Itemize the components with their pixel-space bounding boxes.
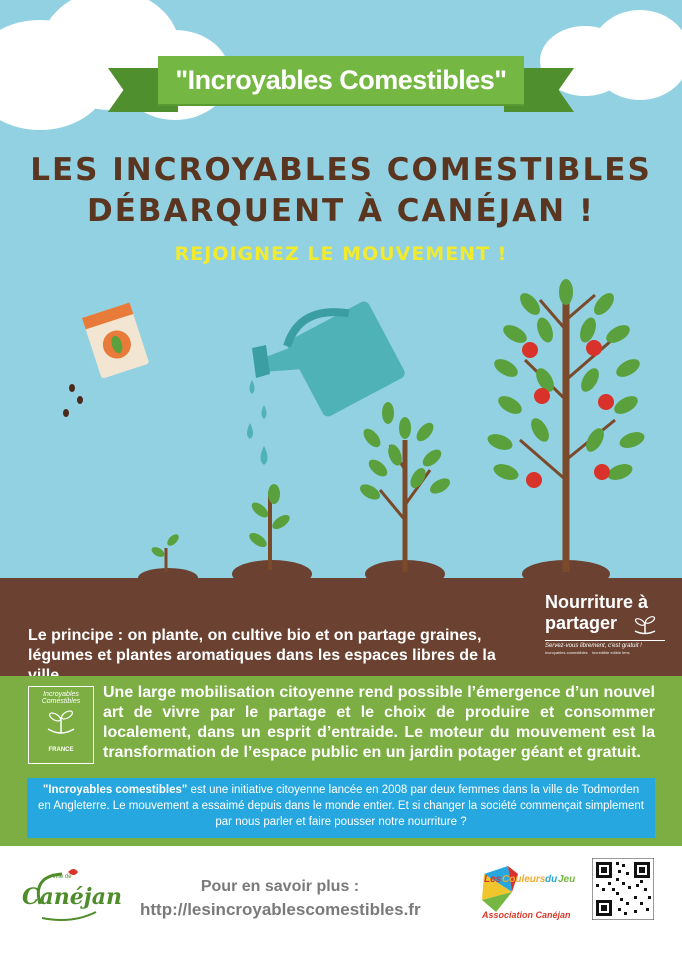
principle-line1: Le principe : on plante, on cultive bio et on partage graines, — [28, 627, 482, 644]
lcdj-association: Association Canéjan — [482, 910, 571, 920]
canejan-logo: Canéjan — [22, 884, 122, 910]
lcdj-word-du: du — [545, 874, 558, 885]
nourriture-a-partager-logo — [545, 592, 665, 655]
young-plant-icon — [247, 484, 292, 570]
nap-title-line2: partager — [545, 613, 618, 633]
incroyables-comestibles-france-badge — [28, 686, 94, 764]
water-drops — [247, 380, 268, 465]
seed-packet-icon — [82, 303, 149, 379]
title-banner — [108, 54, 574, 116]
sprout-icon — [150, 532, 181, 572]
nap-small-row — [545, 650, 665, 655]
qr-code[interactable] — [592, 858, 654, 920]
lcdj-word-couleurs: Couleurs — [502, 874, 546, 885]
lcdj-word-les: Les — [484, 874, 502, 885]
badge-top-text: Incroyables Comestibles — [41, 691, 81, 705]
more-info — [140, 878, 420, 920]
tagline: REJOIGNEZ LE MOUVEMENT ! — [174, 243, 508, 265]
more-label: Pour en savoir plus : — [200, 878, 360, 895]
principle-line2: légumes et plantes aromatiques dans les espaces libres de la — [28, 647, 496, 664]
nap-title-line1: Nourriture à — [545, 592, 649, 612]
mobilisation-text: Une large mobilisation citoyenne rend possible l’émergence d’un nouvel art de vivre par le partage et le choix de produire et consommer localement, dans un esprit d’entraide. Le moteur du mouvement est la transformation de l’espace public en un jardin potager géant et gratuit. — [103, 684, 655, 761]
badge-bottom-text: FRANCE — [48, 747, 74, 753]
headline-line2: DÉBARQUENT À CANÉJAN ! — [86, 193, 596, 229]
seed-drops — [63, 384, 83, 417]
sprout-hands-icon — [44, 707, 78, 737]
watering-can-icon — [252, 299, 407, 418]
apple-tree-icon — [485, 279, 646, 572]
nap-small-left: Incroyables comestibles — [545, 650, 588, 655]
lcdj-word-jeu: Jeu — [558, 874, 576, 885]
info-bold: "Incroyables comestibles" — [42, 784, 188, 796]
nap-small-right: incredible edible lens — [592, 650, 630, 655]
small-tree-icon — [357, 402, 452, 572]
canejan-small-label: Ville de — [52, 874, 72, 880]
banner-title: "Incroyables Comestibles" — [175, 64, 507, 95]
nap-subtitle: Servez-vous librement, c'est gratuit ! — [545, 640, 665, 649]
ribbon-main — [158, 56, 524, 104]
info-box — [27, 778, 655, 838]
headline-line1: LES INCROYABLES COMESTIBLES — [30, 152, 652, 188]
website-link[interactable]: http://lesincroyablescomestibles.fr — [140, 900, 421, 919]
info-rest: est une initiative citoyenne lancée en 2008 par deux femmes dans la ville de Todmorden en Angleterre. Le mouvement a essaimé depuis dans le monde entier. Et si changer la société commençait simplement par nous parler et faire pousser notre nourriture ? — [38, 784, 644, 828]
plant-hand-icon — [631, 614, 659, 636]
